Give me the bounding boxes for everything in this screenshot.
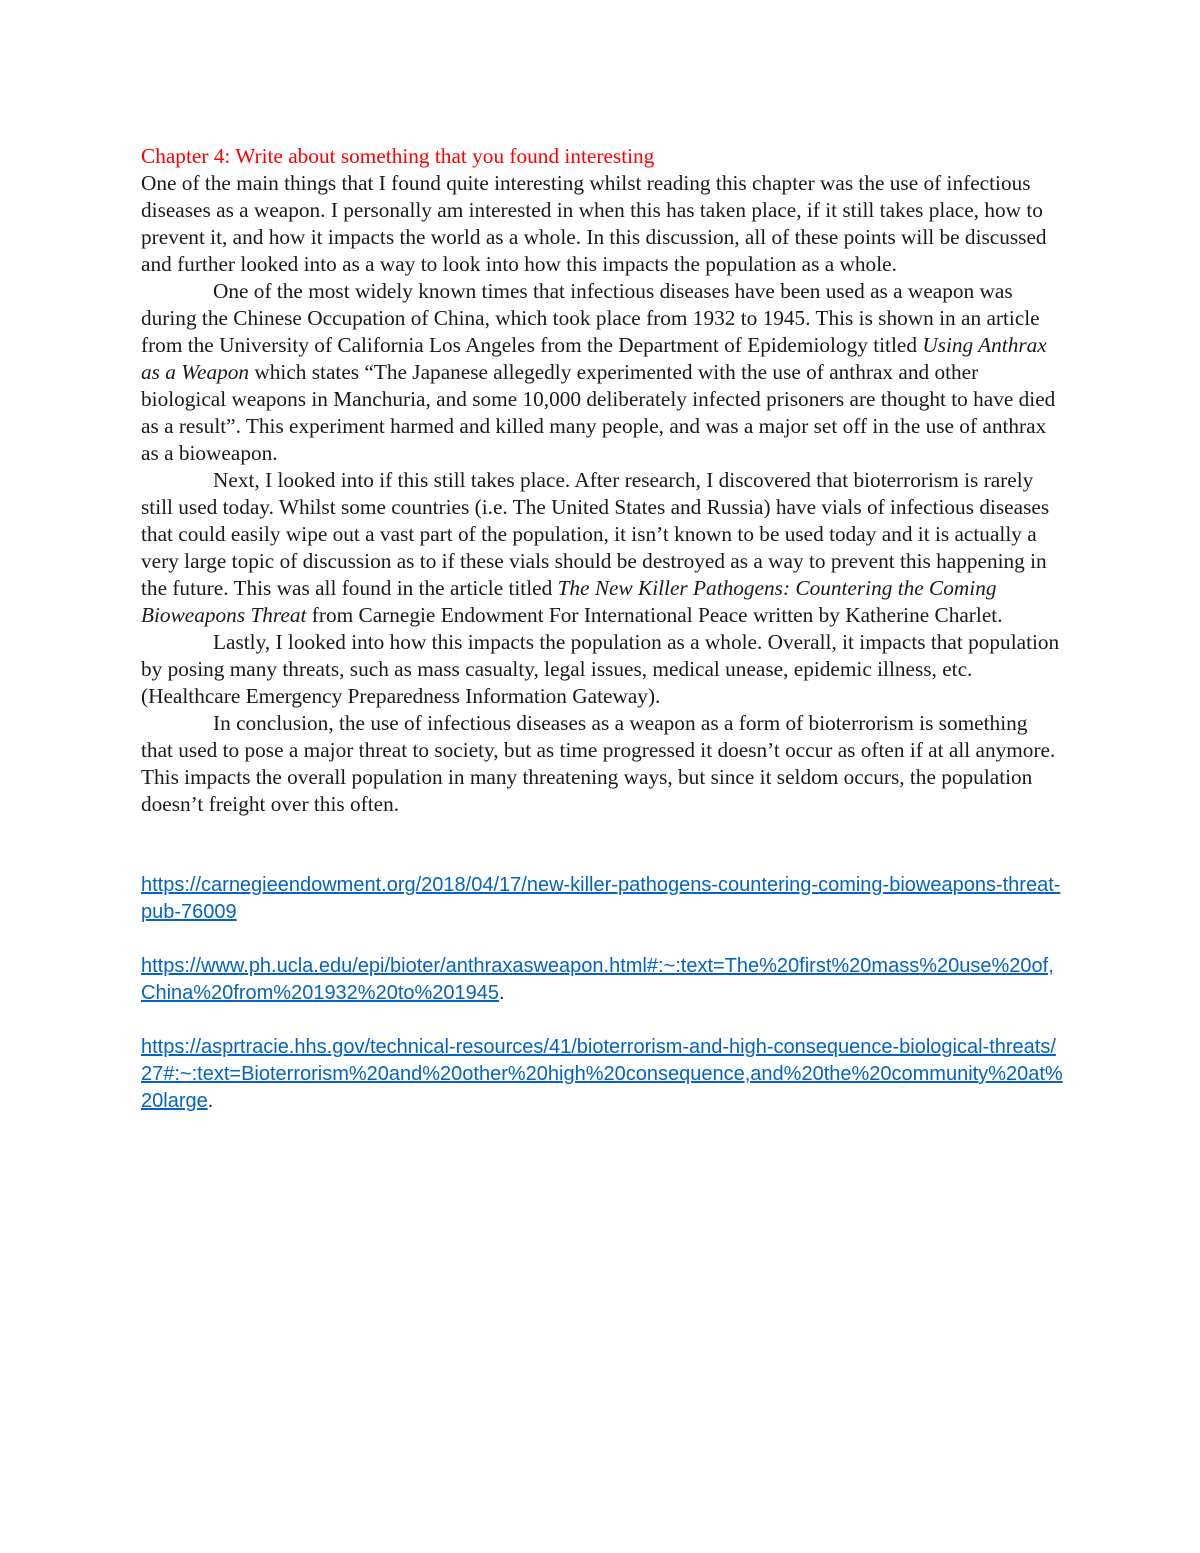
link-spacer <box>141 1007 1063 1034</box>
reference-link-carnegie[interactable]: https://carnegieendowment.org/2018/04/17/new-killer-pathogens-countering-coming-bioweapons-threat-pub-76009 <box>141 874 1061 923</box>
paragraph-history <box>141 278 1063 467</box>
reference-link-asprtracie[interactable]: https://asprtracie.hhs.gov/technical-resources/41/bioterrorism-and-high-consequence-biological-threats/27#:~:text=Bioterrorism%20and%20other%20high%20consequence,and%20the%20community%20at%20large <box>141 1036 1063 1112</box>
reference-link-1 <box>141 872 1063 926</box>
paragraph-impact <box>141 629 1063 710</box>
reference-link-3-trailing: . <box>207 1090 214 1112</box>
chapter-heading: Chapter 4: Write about something that you found interesting <box>141 144 655 168</box>
reference-link-3 <box>141 1034 1063 1115</box>
paragraph-present-day-text-end: from Carnegie Endowment For International Peace written by Katherine Charlet. <box>306 603 1003 627</box>
article-title-pathogens: The New Killer Pathogens: Countering the Coming Bioweapons Threat <box>141 576 997 627</box>
reference-link-ucla[interactable]: https://www.ph.ucla.edu/epi/bioter/anthraxasweapon.html#:~:text=The%20first%20mass%20use%20of,China%20from%201932%20to%201945 <box>141 955 1054 1004</box>
section-spacer <box>141 818 1063 872</box>
link-spacer <box>141 926 1063 953</box>
paragraph-history-text-end: which states “The Japanese allegedly experimented with the use of anthrax and other biological weapons in Manchuria, and some 10,000 deliberately infected prisoners are thought to have died as a result”. This experiment harmed and killed many people, and was a major set off in the use of anthrax as a bioweapon. <box>141 360 1056 465</box>
paragraph-intro <box>141 170 1063 278</box>
paragraph-present-day-text-start: Next, I looked into if this still takes place. After research, I discovered that bioterrorism is rarely still used today. Whilst some countries (i.e. The United States and Russia) have vials of infectious diseases that could easily wipe out a vast part of the population, it isn’t known to be used today and it is actually a very large topic of discussion as to if these vials should be destroyed as a way to prevent this happening in the future. This was all found in the article titled <box>141 468 1050 600</box>
document-body <box>141 143 1063 1115</box>
paragraph-impact-text: Lastly, I looked into how this impacts the population as a whole. Overall, it impacts that population by posing many threats, such as mass casualty, legal issues, medical unease, epidemic illness, etc. (Healthcare Emergency Preparedness Information Gateway). <box>141 630 1060 708</box>
reference-link-2 <box>141 953 1063 1007</box>
paragraph-intro-text: One of the main things that I found quite interesting whilst reading this chapter was the use of infectious diseases as a weapon. I personally am interested in when this has taken place, if it still takes place, how to prevent it, and how it impacts the world as a whole. In this discussion, all of these points will be discussed and further looked into as a way to look into how this impacts the population as a whole. <box>141 171 1047 276</box>
paragraph-conclusion <box>141 710 1063 818</box>
reference-link-2-trailing: . <box>499 982 505 1004</box>
paragraph-present-day <box>141 467 1063 629</box>
paragraph-history-text-start: One of the most widely known times that infectious diseases have been used as a weapon was during the Chinese Occupation of China, which took place from 1932 to 1945. This is shown in an article from the University of California Los Angeles from the Department of Epidemiology titled <box>141 279 1040 357</box>
paragraph-conclusion-text: In conclusion, the use of infectious diseases as a weapon as a form of bioterrorism is something that used to pose a major threat to society, but as time progressed it doesn’t occur as often if at all anymore. This impacts the overall population in many threatening ways, but since it seldom occurs, the population doesn’t freight over this often. <box>141 711 1056 816</box>
article-title-anthrax: Using Anthrax as a Weapon <box>141 333 1047 384</box>
